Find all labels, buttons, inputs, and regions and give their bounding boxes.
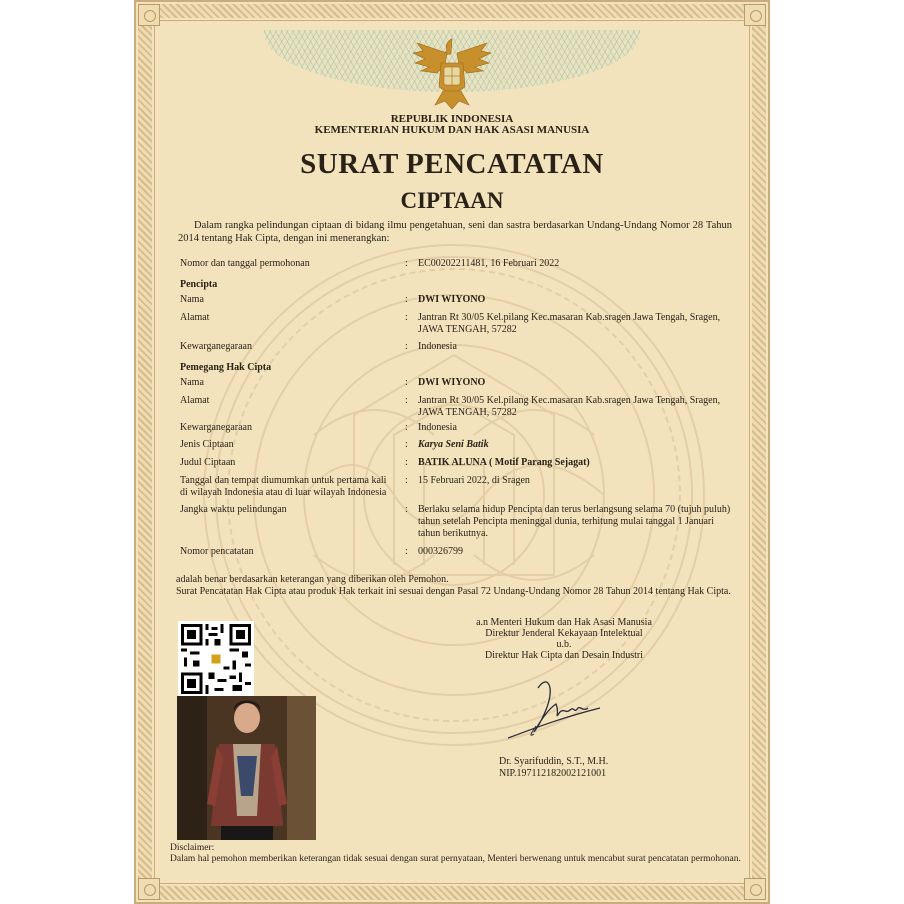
creator-section-heading: Pencipta (180, 279, 218, 290)
colon: : (405, 294, 408, 305)
work-type-label: Jenis Ciptaan (180, 439, 234, 450)
handwritten-signature (490, 668, 610, 748)
holder-name: DWI WIYONO (418, 377, 486, 388)
creator-name: DWI WIYONO (418, 294, 486, 305)
certificate-sheet (134, 0, 770, 904)
colon: : (405, 475, 408, 486)
corner-ornament-bottom-right (744, 878, 766, 900)
qr-code (178, 621, 254, 697)
colon: : (405, 395, 408, 406)
colon: : (405, 457, 408, 468)
header-ministry: KEMENTERIAN HUKUM DAN HAK ASASI MANUSIA (314, 124, 590, 136)
signature-line4: Direktur Hak Cipta dan Desain Industri (484, 650, 644, 661)
application-value: EC00202211481, 16 Februari 2022 (418, 258, 560, 269)
colon: : (405, 422, 408, 433)
creator-address: Jantran Rt 30/05 Kel.pilang Kec.masaran Kab.sragen Jawa Tengah, Sragen, JAWA TENGAH, 57282 (418, 312, 721, 335)
colon: : (405, 377, 408, 388)
holder-address-label: Alamat (180, 395, 210, 406)
holder-citizenship-label: Kewarganegaraan (180, 422, 252, 433)
closing-statement (176, 574, 736, 598)
corner-ornament-top-right (744, 4, 766, 26)
colon: : (405, 439, 408, 450)
work-type: Karya Seni Batik (418, 439, 489, 450)
intro-paragraph: Dalam rangka pelindungan ciptaan di bidang ilmu pengetahuan, seni dan sastra berdasarkan Undang-Undang Nomor 28 Tahun 2014 tentang Hak Cipta, dengan ini menerangkan: (178, 220, 732, 244)
signature-line1: a.n Menteri Hukum dan Hak Asasi Manusia (476, 617, 652, 628)
creator-name-label: Nama (180, 294, 204, 305)
record-number-value: 000326799 (418, 546, 463, 557)
signature-line3: u.b. (556, 639, 572, 650)
record-number-label: Nomor pencatatan (180, 546, 254, 557)
creator-citizenship-label: Kewarganegaraan (180, 341, 252, 352)
colon: : (405, 504, 408, 515)
closing-line2: Surat Pencatatan Hak Cipta atau produk Hak terkait ini sesuai dengan Pasal 72 Undang-Undang Nomor 28 Tahun 2014 tentang Hak Cipta. (176, 586, 731, 597)
signatory-name: Dr. Syarifuddin, S.T., M.H. (499, 756, 609, 767)
signature-block (434, 617, 694, 661)
holder-section-heading: Pemegang Hak Cipta (180, 362, 272, 373)
colon: : (405, 258, 408, 269)
protection-term-label: Jangka waktu pelindungan (180, 504, 287, 515)
application-label: Nomor dan tanggal permohonan (180, 258, 310, 269)
holder-address: Jantran Rt 30/05 Kel.pilang Kec.masaran Kab.sragen Jawa Tengah, Sragen, JAWA TENGAH, 57282 (418, 395, 721, 418)
signatory-info (499, 756, 608, 780)
holder-name-label: Nama (180, 377, 204, 388)
disclaimer-label: Disclaimer: (170, 843, 215, 853)
closing-line1: adalah benar berdasarkan keterangan yang diberikan oleh Pemohon. (176, 574, 449, 585)
product-photo (177, 696, 316, 840)
colon: : (405, 312, 408, 323)
document-title-line2: CIPTAAN (400, 188, 504, 213)
garuda-emblem-icon (407, 35, 497, 113)
document-title-line1: SURAT PENCATATAN (300, 148, 604, 180)
work-title-label: Judul Ciptaan (180, 457, 236, 468)
holder-citizenship: Indonesia (418, 422, 457, 433)
disclaimer-block (170, 843, 770, 865)
signatory-nip: NIP.197112182002121001 (499, 768, 607, 779)
creator-address-label: Alamat (180, 312, 210, 323)
header-republic: REPUBLIK INDONESIA (390, 113, 514, 125)
corner-ornament-bottom-left (138, 878, 160, 900)
work-title: BATIK ALUNA ( Motif Parang Sejagat) (418, 457, 590, 468)
corner-ornament-top-left (138, 4, 160, 26)
colon: : (405, 341, 408, 352)
publication-label-line1: Tanggal dan tempat diumumkan untuk pertama kali (180, 475, 387, 486)
colon: : (405, 546, 408, 557)
protection-term-value: Berlaku selama hidup Pencipta dan terus berlangsung selama 70 (tujuh puluh) tahun setelah Pencipta meninggal dunia, terhitung mulai tanggal 1 Januari tahun berikutnya. (418, 504, 731, 539)
creator-citizenship: Indonesia (418, 341, 457, 352)
disclaimer-text: Dalam hal pemohon memberikan keterangan tidak sesuai dengan surat pernyataan, Menteri berwenang untuk mencabut surat pencatatan permohonan. (170, 854, 741, 864)
publication-value: 15 Februari 2022, di Sragen (418, 475, 530, 486)
publication-label-line2: di wilayah Indonesia atau di luar wilayah Indonesia (180, 487, 387, 498)
signature-line2: Direktur Jenderal Kekayaan Intelektual (485, 628, 643, 639)
